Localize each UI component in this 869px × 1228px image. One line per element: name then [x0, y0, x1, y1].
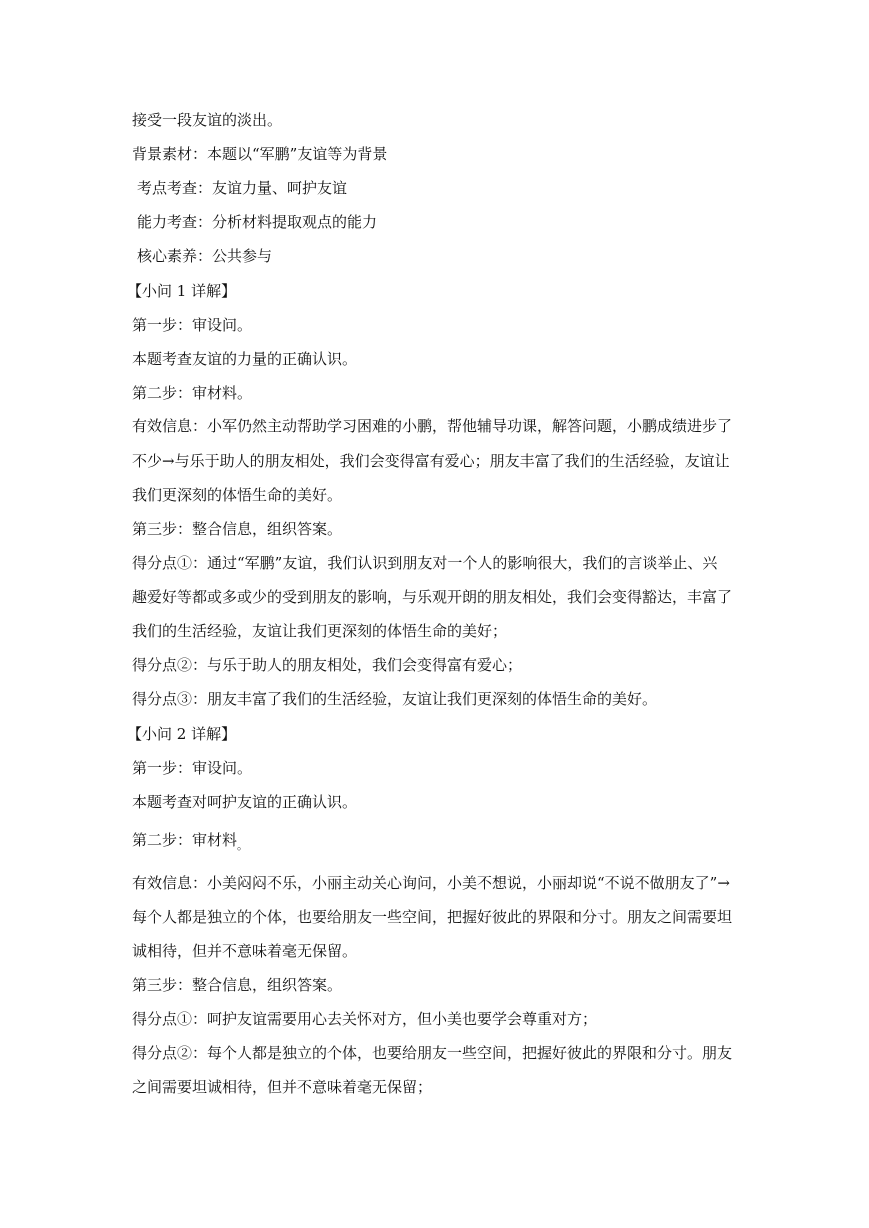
- text-line: 趣爱好等都或多或少的受到朋友的影响，与乐观开朗的朋友相处，我们会变得豁达，丰富了: [132, 588, 733, 606]
- text-line: 接受一段友谊的淡出。: [132, 111, 283, 129]
- text-line: 我们更深刻的体悟生命的美好。: [132, 486, 343, 504]
- text-line: 有效信息：小美闷闷不乐，小丽主动关心询问，小美不想说，小丽却说“不说不做朋友了”→: [132, 874, 730, 892]
- text-line: 第三步：整合信息，组织答案。: [132, 976, 343, 994]
- period-mark: 。: [237, 839, 249, 852]
- text-line: 第二步：审材料。: [132, 384, 253, 402]
- text-line: 不少→与乐于助人的朋友相处，我们会变得富有爱心；朋友丰富了我们的生活经验，友谊让: [132, 452, 730, 470]
- text-line: 第三步：整合信息，组织答案。: [132, 520, 343, 538]
- text-line: 诚相待，但并不意味着毫无保留。: [132, 942, 358, 960]
- text-line: 背景素材：本题以“军鹏”友谊等为背景: [132, 145, 388, 163]
- text-line: 核心素养：公共参与: [137, 247, 273, 265]
- text-line: 本题考查对呵护友谊的正确认识。: [132, 793, 358, 811]
- text-line: 我们的生活经验，友谊让我们更深刻的体悟生命的美好；: [132, 622, 508, 640]
- text-line: 能力考查：分析材料提取观点的能力: [137, 213, 378, 231]
- text-line: 第一步：审设问。: [132, 316, 253, 334]
- text-line: 得分点③：朋友丰富了我们的生活经验，友谊让我们更深刻的体悟生命的美好。: [132, 690, 658, 708]
- text-line: 得分点②：与乐于助人的朋友相处，我们会变得富有爱心；: [132, 656, 523, 674]
- text-line: 有效信息：小军仍然主动帮助学习困难的小鹏，帮他辅导功课，解答问题，小鹏成绩进步了: [132, 417, 733, 435]
- text-line: 之间需要坦诚相待，但并不意味着毫无保留；: [132, 1078, 433, 1096]
- text-line: 第一步：审设问。: [132, 759, 253, 777]
- text-line: 得分点①：通过“军鹏”友谊，我们认识到朋友对一个人的影响很大，我们的言谈举止、兴: [132, 554, 718, 572]
- text-line: 每个人都是独立的个体，也要给朋友一些空间，把握好彼此的界限和分寸。朋友之间需要坦: [132, 908, 733, 926]
- text-line: 本题考查友谊的力量的正确认识。: [132, 350, 358, 368]
- section-heading: 【小问 2 详解】: [127, 725, 237, 743]
- text-line: 得分点②：每个人都是独立的个体，也要给朋友一些空间，把握好彼此的界限和分寸。朋友: [132, 1044, 733, 1062]
- text-line: 考点考查：友谊力量、呵护友谊: [137, 179, 348, 197]
- text-line: 得分点①：呵护友谊需要用心去关怀对方，但小美也要学会尊重对方；: [132, 1010, 598, 1028]
- section-heading: 【小问 1 详解】: [127, 282, 237, 300]
- text-span: 第二步：审材料: [132, 831, 238, 849]
- text-line: [132, 830, 742, 856]
